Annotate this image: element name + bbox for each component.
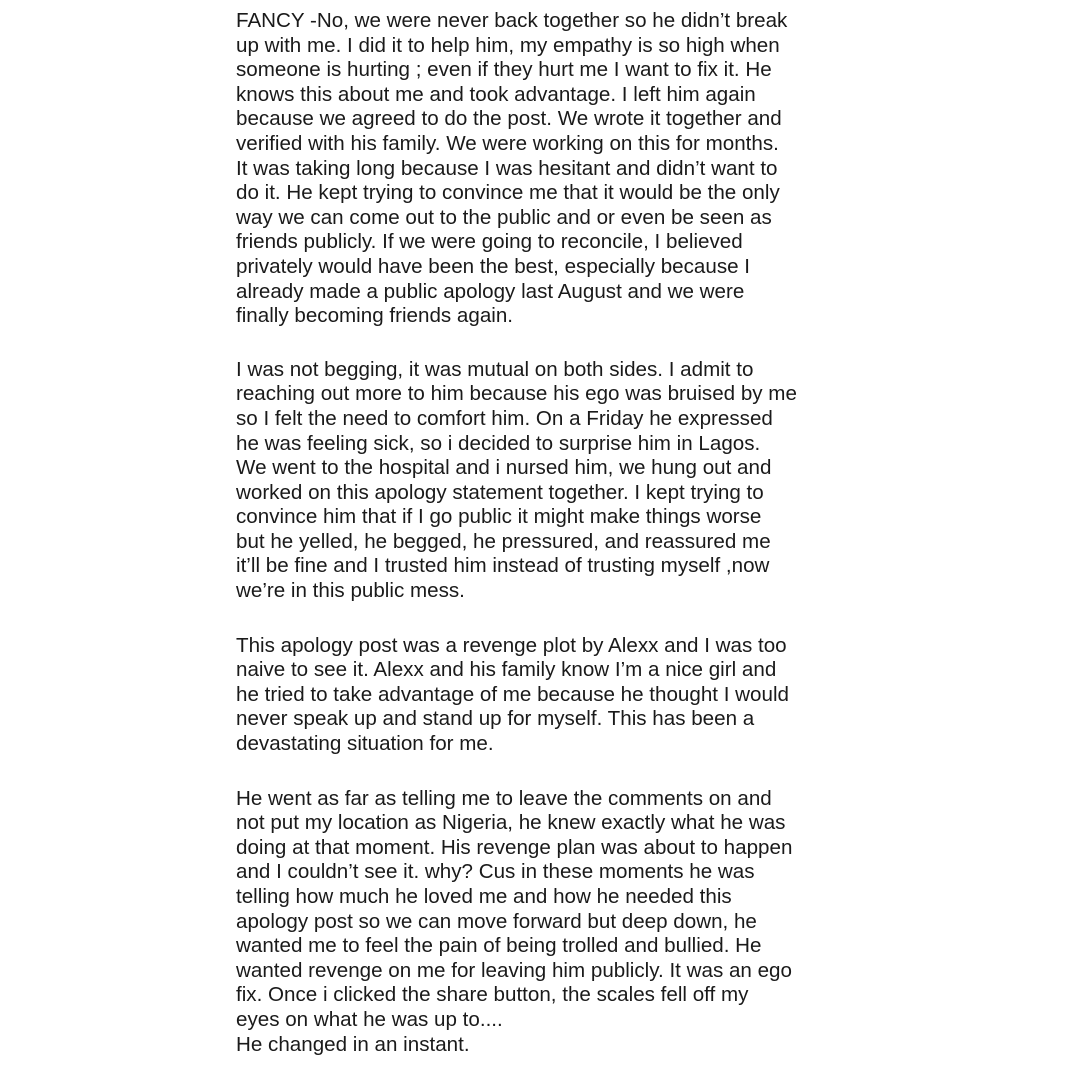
paragraph-2 <box>236 358 856 604</box>
paragraph-spacer <box>236 757 856 787</box>
paragraph-5 <box>236 1033 856 1058</box>
text-line: already made a public apology last August and we were <box>236 279 745 303</box>
text-line: He changed in an instant. <box>236 1032 470 1056</box>
text-line: it’ll be fine and I trusted him instead of trusting myself ,now <box>236 554 770 578</box>
text-line: not put my location as Nigeria, he knew exactly what he was <box>236 811 786 835</box>
text-line: wanted revenge on me for leaving him publicly. It was an ego <box>236 958 792 982</box>
text-line: convince him that if I go public it might make things worse <box>236 505 762 529</box>
text-line: knows this about me and took advantage. I left him again <box>236 82 756 106</box>
text-line: way we can come out to the public and or even be seen as <box>236 205 772 229</box>
paragraph-spacer <box>236 329 856 358</box>
text-line: so I felt the need to comfort him. On a Friday he expressed <box>236 406 773 430</box>
text-line: verified with his family. We were working on this for months. <box>236 131 779 155</box>
paragraph-3 <box>236 634 856 757</box>
text-line: apology post so we can move forward but deep down, he <box>236 909 757 933</box>
paragraph-spacer <box>236 604 856 634</box>
paragraph-4 <box>236 787 856 1033</box>
text-line: he tried to take advantage of me because he thought I would <box>236 682 789 706</box>
statement-text <box>236 9 856 1057</box>
text-line: FANCY -No, we were never back together so he didn’t break <box>236 9 788 32</box>
text-line: We went to the hospital and i nursed him, we hung out and <box>236 456 772 480</box>
paragraph-1 <box>236 9 856 329</box>
text-line: wanted me to feel the pain of being trolled and bullied. He <box>236 934 762 958</box>
text-line: telling how much he loved me and how he needed this <box>236 885 732 908</box>
text-line: privately would have been the best, especially because I <box>236 254 751 278</box>
text-line: finally becoming friends again. <box>236 304 514 328</box>
text-line: naive to see it. Alexx and his family know I’m a nice girl and <box>236 658 777 682</box>
text-line: This apology post was a revenge plot by Alexx and I was too <box>236 633 787 657</box>
text-line: He went as far as telling me to leave the comments on and <box>236 786 772 810</box>
text-line: It was taking long because I was hesitant and didn’t want to <box>236 156 778 180</box>
text-line: do it. He kept trying to convince me that it would be the only <box>236 181 780 205</box>
text-line: up with me. I did it to help him, my empathy is so high when <box>236 33 780 57</box>
text-line: he was feeling sick, so i decided to surprise him in Lagos. <box>236 431 761 455</box>
text-line: doing at that moment. His revenge plan was about to happen <box>236 835 793 859</box>
text-line: we’re in this public mess. <box>236 579 465 603</box>
text-line: friends publicly. If we were going to reconcile, I believed <box>236 230 743 254</box>
text-line: I was not begging, it was mutual on both sides. I admit to <box>236 357 754 381</box>
text-line: and I couldn’t see it. why? Cus in these moments he was <box>236 860 755 884</box>
text-line: worked on this apology statement together. I kept trying to <box>236 480 764 504</box>
text-line: fix. Once i clicked the share button, the scales fell off my <box>236 983 749 1007</box>
text-line: eyes on what he was up to.... <box>236 1007 503 1031</box>
text-line: but he yelled, he begged, he pressured, and reassured me <box>236 529 771 553</box>
text-line: devastating situation for me. <box>236 732 494 756</box>
text-line: because we agreed to do the post. We wrote it together and <box>236 107 782 131</box>
text-line: reaching out more to him because his ego was bruised by me <box>236 382 797 406</box>
text-line: someone is hurting ; even if they hurt me I want to fix it. He <box>236 58 772 82</box>
text-line: never speak up and stand up for myself. This has been a <box>236 707 755 731</box>
